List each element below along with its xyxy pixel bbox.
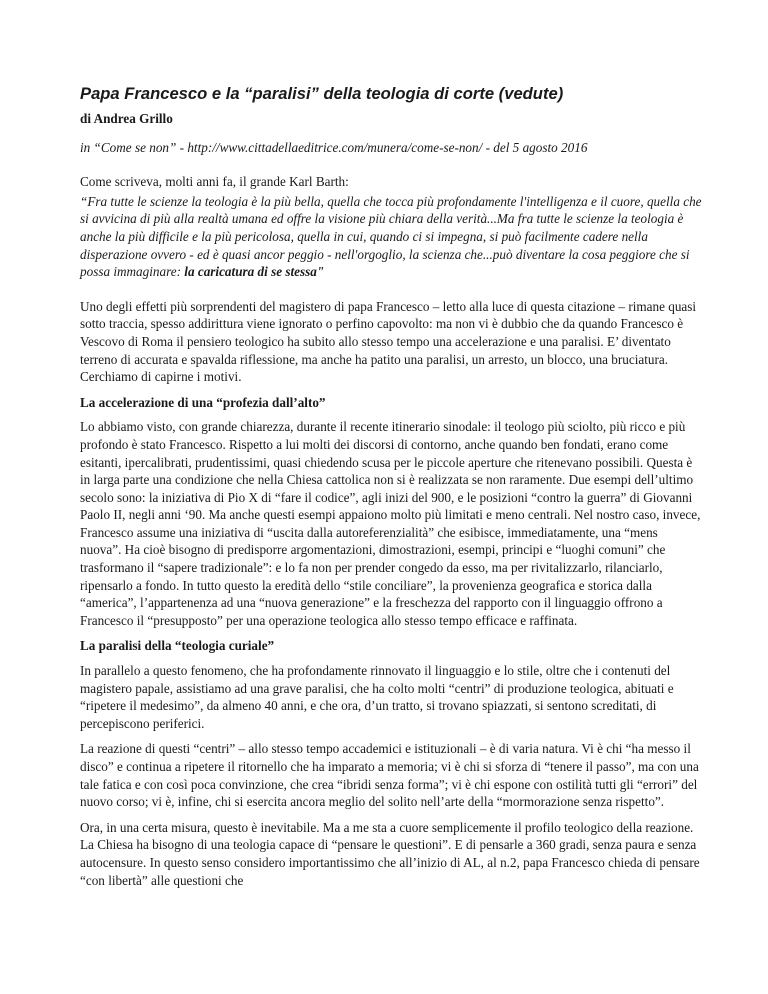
article-source: in “Come se non” - http://www.cittadellaeditrice.com/munera/come-se-non/ - del 5 agosto 2016 [80, 139, 588, 155]
section-heading-acceleration: La accelerazione di una “profezia dall’alto” [80, 394, 326, 410]
paragraph-2: Lo abbiamo visto, con grande chiarezza, durante il recente itinerario sinodale: il teologo più sciolto, più ricco e più profondo è stato Francesco. Rispetto a lui molti dei discorsi di contorno, anche quando ben fondati, erano come esitanti, ipercalibrati, prudentissimi, quasi chiedendo scusa per le piccole aperture che ritenevano possibili. Questa è in larga parte una condizione che nella Chiesa cattolica non si è realizzata se non raramente. Due esempi dell’ultimo secolo sono: la iniziativa di Pio X di “fare il codice”, agli inizi del 900, e le posizioni “contro la guerra” di Giovanni Paolo II, negli anni ‘90. Ma anche questi esempi appaiono molto più limitati e meno centrali. Nel nostro caso, invece, Francesco assume una iniziativa di “uscita dalla autoreferenzialità” che esibisce, immediatamente, una “mens nuova”. Ha cioè bisogno di predisporre argomentazioni, dimostrazioni, esempi, principi e “luoghi comuni” che trasformano il “sapere tradizionale”: e lo fa non per prender congedo da esso, ma per rivitalizzarlo, rilanciarlo, ripensarlo a fondo. In tutto questo la eredità dello “stile conciliare”, la provenienza geografica e storica dalla “america”, l’appartenenza ad una “nuova generazione” e la freschezza del rapporto con il linguaggio offrono a Francesco il “presupposto” per una operazione teologica allo stesso tempo efficace e raffinata. [80, 419, 701, 628]
document-page [80, 84, 702, 897]
article-author: di Andrea Grillo [80, 111, 173, 126]
quote-text: “Fra tutte le scienze la teologia è la più bella, quella che tocca più profondamente l'intelligenza e il cuore, quella che si avvicina di più alla realtà umana ed offre la visione più chiara della verità...Ma fra tutte le scienze la teologia è anche la più difficile e la più pericolosa, quella in cui, quando ci si impegna, si può facilmente cadere nella disperazione ovvero - ed è quasi ancor peggio - nell'orgoglio, la scienza che...può diventare la cosa peggiore che si possa immaginare: [80, 193, 702, 280]
barth-quote [80, 193, 702, 281]
paragraph-3: In parallelo a questo fenomeno, che ha profondamente rinnovato il linguaggio e lo stile, oltre che i contenuti del magistero papale, assistiamo ad una grave paralisi, che ha colto molti “centri” di produzione teologica, abituati e “ripetere il medesimo”, da almeno 40 anni, e che ora, d’un tratto, si trovano spiazzati, si sentono screditati, di percepiscono periferici. [80, 663, 674, 731]
paragraph-5: Ora, in una certa misura, questo è inevitabile. Ma a me sta a cuore semplicemente il profilo teologico della reazione. La Chiesa ha bisogno di una teologia capace di “pensare le questioni”. E di pensarle a 360 gradi, senza paura e senza autocensure. In questo senso considero importantissimo che all’inizio di AL, al n.2, papa Francesco chieda di pensare “con libertà” alle questioni che [80, 819, 700, 888]
paragraph-1: Uno degli effetti più sorprendenti del magistero di papa Francesco – letto alla luce di questa citazione – rimane quasi sotto traccia, spesso addirittura viene ignorato o perfino capovolto: ma non vi è dubbio che da quando Francesco è Vescovo di Roma il pensiero teologico ha subito allo stesso tempo una accelerazione e una paralisi. E’ diventato terreno di accurata e spavalda riflessione, ma anche ha patito una paralisi, un arresto, un blocco, una bruciatura. Cerchiamo di capirne i motivi. [80, 298, 697, 385]
quote-bold-ending: la caricatura di se stessa" [184, 264, 325, 280]
article-title: Papa Francesco e la “paralisi” della teologia di corte (vedute) [80, 84, 564, 103]
section-heading-paralysis: La paralisi della “teologia curiale” [80, 638, 275, 654]
paragraph-4: La reazione di questi “centri” – allo stesso tempo accademici e istituzionali – è di varia natura. Vi è chi “ha messo il disco” e continua a ripetere il ritornello che ha imparato a memoria; vi è chi si sforza di “tenere il passo”, ma con una tale fatica e con così poca convinzione, che crea “ibridi senza forma”; vi è chi espone con ostilità tutti gli “errori” del nuovo corso; vi è, infine, chi si esercita ancora meglio del solito nell’arte della “mormorazione senza rispetto”. [80, 741, 699, 810]
intro-lead: Come scriveva, molti anni fa, il grande Karl Barth: [80, 174, 349, 190]
